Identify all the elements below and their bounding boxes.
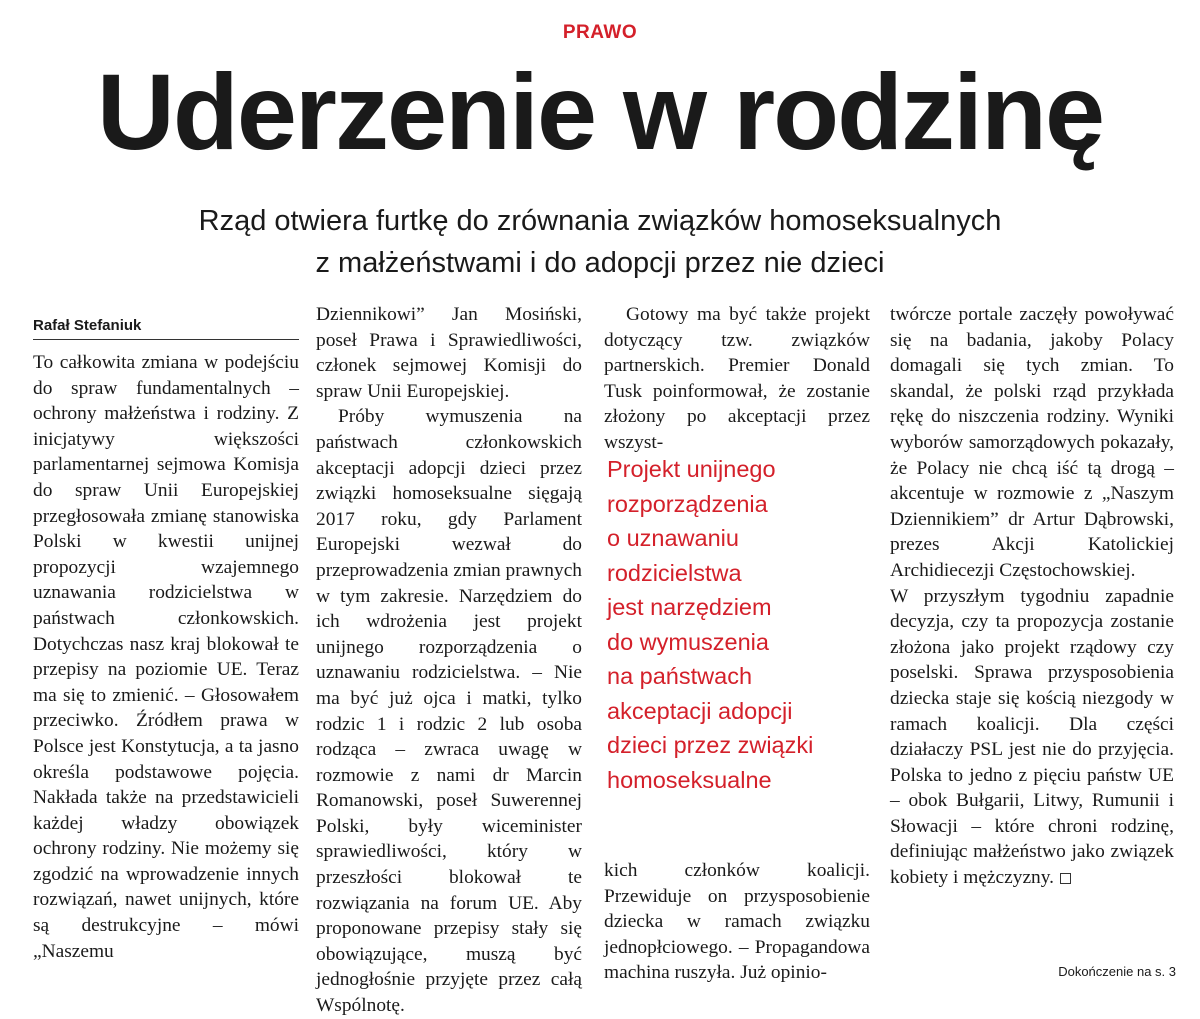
paragraph: Dziennikowi” Jan Mosiński, poseł Prawa i Sprawiedliwości, członek sejmowej Komisji do spraw Unii Europejskiej. xyxy=(316,304,582,402)
end-of-article-icon xyxy=(1060,873,1071,884)
pullquote-line: Projekt unijnego xyxy=(607,456,776,482)
subheadline xyxy=(0,200,1200,284)
pullquote-line: do wymuszenia xyxy=(607,628,769,655)
subheadline-line-2: z małżeństwami i do adopcji przez nie dzieci xyxy=(315,247,885,279)
byline: Rafał Stefaniuk xyxy=(33,316,299,340)
pullquote-line: akceptacji adopcji xyxy=(607,697,793,724)
pullquote-line: dzieci przez związki xyxy=(607,732,814,758)
paragraph: Próby wymuszenia na państwach członkowskich akceptacji adopcji dzieci przez związki homoseksualne sięgają 2017 roku, gdy Parlament Europejski wezwał do przeprowadzenia zmian prawnych w tym zakresie. Narzędziem do ich wdrożenia jest projekt unijnego rozporządzenia o uznawaniu rodzicielstwa. – Nie ma być już ojca i matki, tylko rodzic 1 i rodzic 2 lub osoba rodząca – zwraca uwagę w rozmowie z nami dr Marcin Romanowski, poseł Suwerennej Polski, były wiceminister sprawiedliwości, który w przeszłości blokował te rozwiązania na forum UE. Aby proponowane przepisy stały się obowiązujące, muszą być jednogłośnie przyjęte przez całą Wspólnotę. xyxy=(316,406,582,1017)
pullquote-line: jest narzędziem xyxy=(607,594,772,620)
article-column-4 xyxy=(890,302,1174,992)
article-column-2 xyxy=(316,302,582,1017)
section-label: PRAWO xyxy=(562,22,638,43)
article-column-1 xyxy=(33,302,299,992)
continued-note: Dokończenie na s. 3 xyxy=(1058,964,1176,979)
paragraph: To całkowita zmiana w podejściu do spraw fundamentalnych – ochrony małżeństwa i rodziny. Z inicjatywy większości parlamentarnej sejmowa Komisja do spraw Unii Europejskiej przegłosowała zmianę stanowiska Polski w kwestii unijnej propozycji wzajemnego uznawania rodzicielstwa w państwach członkowskich. Dotychczas nasz kraj blokował te przepisy na poziomie UE. Teraz ma się to zmienić. – Głosowałem przeciwko. Źródłem prawa w Polsce jest Konstytucja, a ta jasno określa podstawowe pojęcia. Nakłada także na przedstawicieli każdej władzy obowiązek ochrony rodziny. Nie możemy się zgodzić na wprowadzenie innych rozwiązań, nawet unijnych, które są destrukcyjne – mówi „Naszemu xyxy=(33,352,299,962)
paragraph: twórcze portale zaczęły powoływać się na badania, jakoby Polacy domagali się tych zmian. To skandal, że polski rząd przykłada rękę do niszczenia rodziny. Wyniki wyborów samorządowych pokazały, że Polacy nie chcą iść tą drogą – akcentuje w rozmowie z „Naszym Dziennikiem” dr Artur Dąbrowski, prezes Akcji Katolickiej Archidiecezji Częstochowskiej. xyxy=(890,304,1174,581)
paragraph: kich członków koalicji. Przewiduje on przysposobienie dziecka w ramach związku jednopłciowego. – Propagandowa machina ruszyła. Już opinio- xyxy=(604,860,870,984)
column-3-continuation xyxy=(604,858,870,986)
pullquote-line: rozporządzenia xyxy=(607,490,768,517)
pullquote-line: rodzicielstwa xyxy=(607,559,742,586)
paragraph-text: W przyszłym tygodniu zapadnie decyzja, czy ta propozycja zostanie złożona jako projekt rządowy czy poselski. Sprawa przysposobienia dziecka staje się kością niezgody w ramach koalicji. Dla części działaczy PSL jest nie do przyjęcia. Polska to jedno z pięciu państw UE – obok Bułgarii, Litwy, Rumunii i Słowacji – które chroni rodzinę, definiując małżeństwo jako związek kobiety i mężczyzny. xyxy=(890,585,1174,889)
headline: Uderzenie w rodzinę xyxy=(96,51,1104,172)
pullquote-line: na państwach xyxy=(607,663,753,689)
subheadline-line-1: Rząd otwiera furtkę do zrównania związków homoseksualnych xyxy=(198,205,1002,237)
paragraph: Gotowy ma być także projekt dotyczący tzw. związków partnerskich. Premier Donald Tusk poinformował, że zostanie złożony po akceptacji przez wszyst- xyxy=(604,304,870,453)
pullquote xyxy=(607,452,877,797)
paragraph xyxy=(890,584,1174,891)
pullquote-line: homoseksualne xyxy=(607,766,772,793)
pullquote-line: o uznawaniu xyxy=(607,525,739,551)
